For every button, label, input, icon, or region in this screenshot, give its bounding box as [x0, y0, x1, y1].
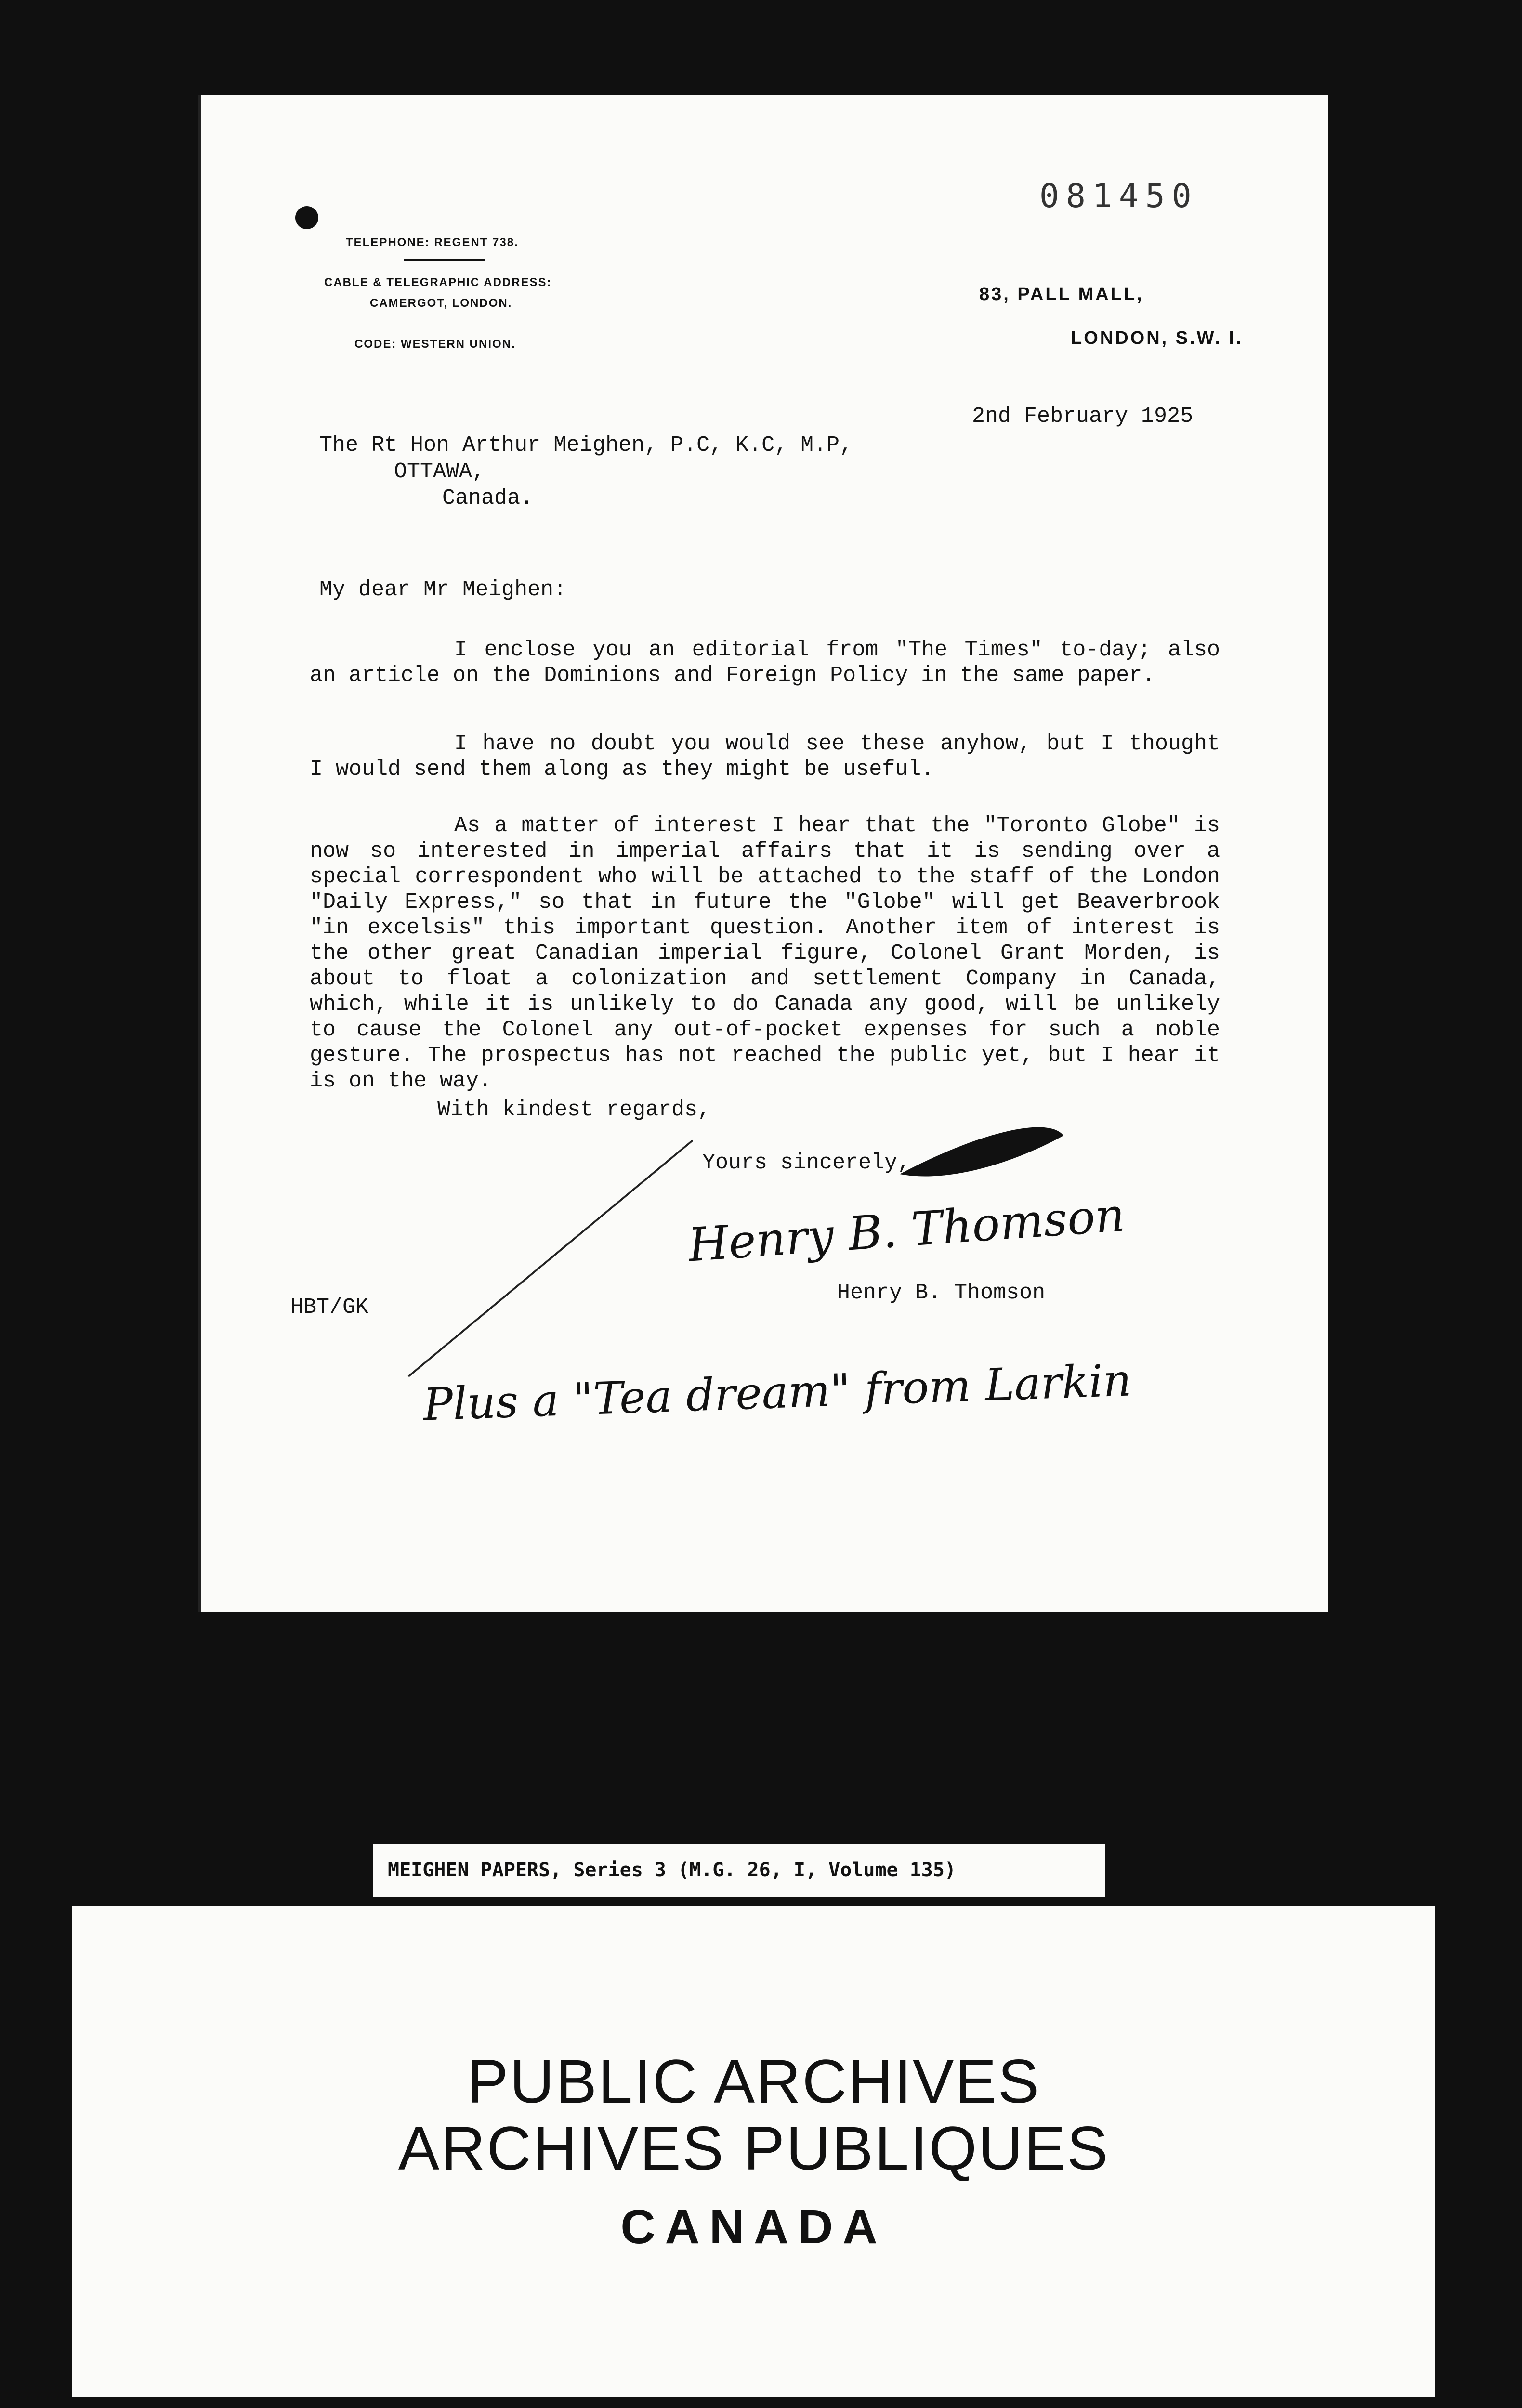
salutation: My dear Mr Meighen:	[319, 577, 567, 602]
paragraph-1: I enclose you an editorial from "The Times" to-day; also an article on the Dominions and Foreign Policy in the same paper.	[310, 638, 1220, 688]
document-number: 081450	[1039, 177, 1198, 215]
letter-page	[198, 95, 1328, 1612]
closing: With kindest regards,	[437, 1098, 711, 1122]
letter-date: 2nd February 1925	[972, 404, 1194, 429]
recipient-name: The Rt Hon Arthur Meighen, P.C, K.C, M.P,	[319, 433, 853, 458]
letterhead-telephone: TELEPHONE: REGENT 738.	[346, 236, 519, 249]
paragraph-2: I have no doubt you would see these anyhow, but I thought I would send them along as they might be useful.	[310, 732, 1220, 782]
reference-initials: HBT/GK	[290, 1295, 369, 1320]
recipient-country: Canada.	[442, 486, 534, 510]
archives-country: CANADA	[620, 2199, 887, 2254]
letterhead-cable-address: CAMERGOT, LONDON.	[370, 297, 512, 310]
paragraph-3: As a matter of interest I hear that the "Toronto Globe" is now so interested in imperial affairs that it is sending over a special correspondent who will be attached to the staff of the London "Daily Express," so that in future the "Globe" will get Beaverbrook "in excelsis" this important question. Another item of interest is the other great Canadian imperial figure, Colonel Grant Morden, is about to float a colonization and settlement Company in Canada, which, while it is unlikely to do Canada any good, will be unlikely to cause the Colonel any out-of-pocket expenses for such a noble gesture. The prospectus has not reached the public yet, but I hear it is on the way.	[310, 813, 1220, 1093]
signature: Henry B. Thomson	[686, 1188, 1127, 1272]
signoff: Yours sincerely,	[702, 1151, 911, 1175]
letterhead-cable-title: CABLE & TELEGRAPHIC ADDRESS:	[324, 276, 552, 289]
archive-label: MEIGHEN PAPERS, Series 3 (M.G. 26, I, Volume 135)	[373, 1844, 1105, 1897]
archives-card	[72, 1906, 1435, 2397]
archives-title-fr: ARCHIVES PUBLIQUES	[398, 2114, 1110, 2183]
recipient-city: OTTAWA,	[394, 459, 485, 484]
archives-title-en: PUBLIC ARCHIVES	[467, 2047, 1041, 2117]
handwritten-note: Plus a "Tea dream" from Larkin	[422, 1354, 1132, 1431]
signer-name: Henry B. Thomson	[837, 1281, 1046, 1305]
letterhead-address-city: LONDON, S.W. I.	[1071, 328, 1243, 348]
letterhead-address-street: 83, PALL MALL,	[979, 284, 1144, 304]
letterhead-code: CODE: WESTERN UNION.	[354, 338, 516, 351]
